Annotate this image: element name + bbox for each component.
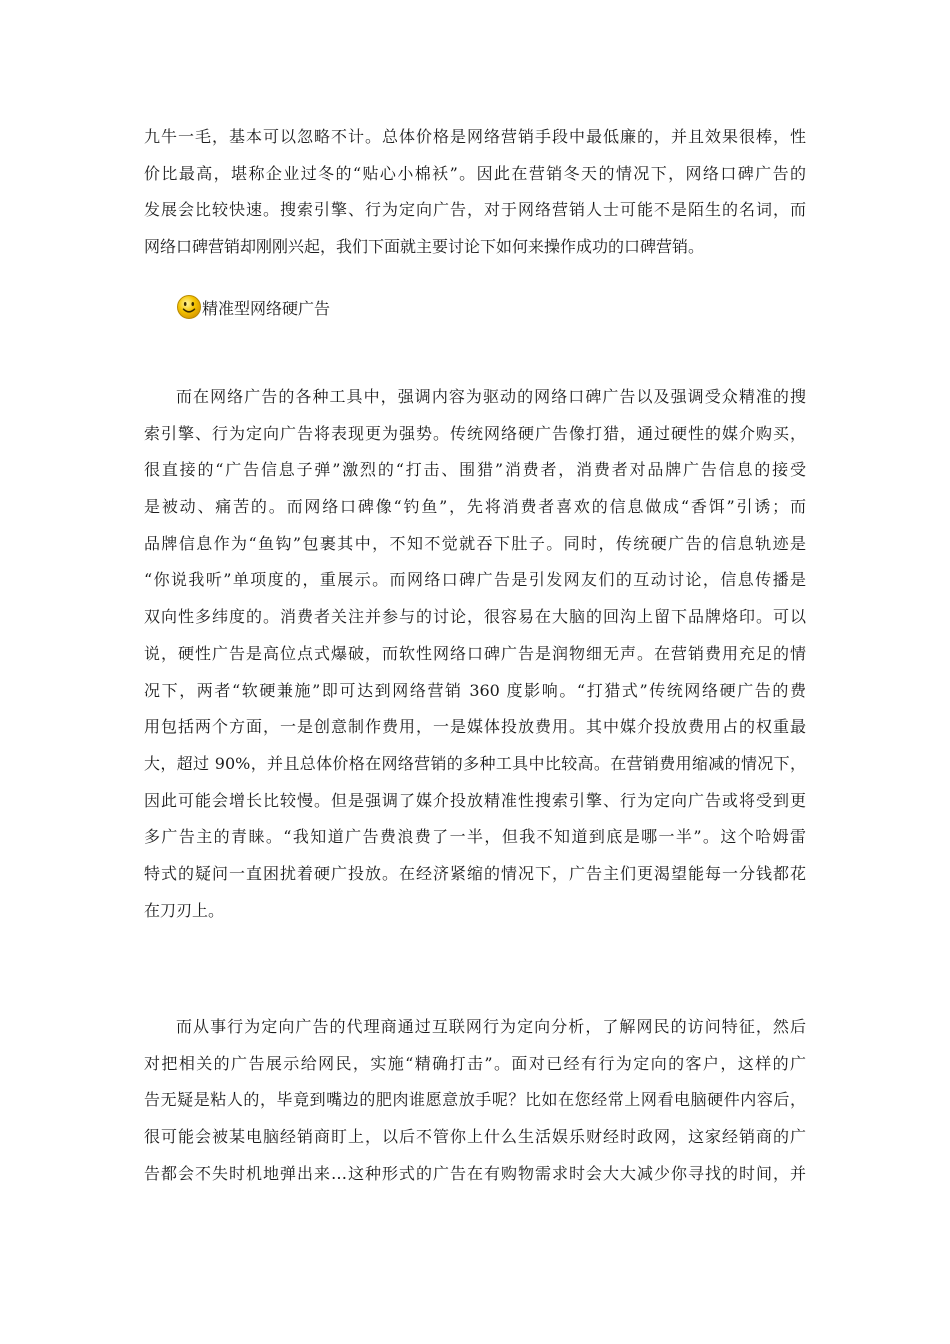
paragraph-line: 告都会不失时机地弹出来…这种形式的广告在有购物需求时会大大减少你寻找的时间，并 [144, 1163, 806, 1183]
paragraph-line: 多广告主的青睐。“我知道广告费浪费了一半，但我不知道到底是哪一半”。这个哈姆雷 [144, 827, 806, 847]
paragraph-line: 发展会比较快速。搜索引擎、行为定向广告，对于网络营销人士可能不是陌生的名词，而 [144, 200, 806, 220]
paragraph [144, 379, 806, 929]
paragraph-line: 而从事行为定向广告的代理商通过互联网行为定向分析，了解网民的访问特征，然后 [176, 1017, 806, 1036]
paragraph-line: 是被动、痛苦的。而网络口碑像“钓鱼”，先将消费者喜欢的信息做成“香饵”引诱；而 [144, 497, 806, 517]
paragraph-line: 况下，两者“软硬兼施”即可达到网络营销 360 度影响。“打猎式”传统网络硬广告的费 [144, 680, 806, 700]
paragraph-line: 说，硬性广告是高位点式爆破，而软性网络口碑广告是润物细无声。在营销费用充足的情 [144, 643, 806, 663]
paragraph-line: 对把相关的广告展示给网民，实施“精确打击”。面对已经有行为定向的客户，这样的广 [144, 1053, 806, 1073]
paragraph-line: 因此可能会增长比较慢。但是强调了媒介投放精准性搜索引擎、行为定向广告或将受到更 [144, 790, 806, 810]
paragraph-line: 双向性多纬度的。消费者关注并参与的讨论，很容易在大脑的回沟上留下品牌烙印。可以 [144, 607, 806, 627]
paragraph-line: “你说我听”单项度的，重展示。而网络口碑广告是引发网友们的互动讨论，信息传播是 [144, 570, 806, 590]
paragraph-line: 用包括两个方面，一是创意制作费用，一是媒体投放费用。其中媒介投放费用占的权重最 [144, 717, 806, 737]
paragraph-line: 大，超过 90%，并且总体价格在网络营销的多种工具中比较高。在营销费用缩减的情况下， [144, 753, 806, 773]
paragraph-line: 特式的疑问一直困扰着硬广投放。在经济紧缩的情况下，广告主们更渴望能每一分钱都花 [144, 863, 806, 883]
section-heading [176, 292, 330, 322]
section-heading-text: 精准型网络硬广告 [202, 298, 331, 318]
paragraph-line: 很可能会被某电脑经销商盯上，以后不管你上什么生活娱乐财经时政网，这家经销商的广 [144, 1127, 806, 1147]
paragraph-line: 在刀刃上。 [144, 900, 225, 920]
paragraph-line: 价比最高，堪称企业过冬的“贴心小棉袄”。因此在营销冬天的情况下，网络口碑广告的 [144, 163, 806, 183]
paragraph-line: 告无疑是粘人的，毕竟到嘴边的肥肉谁愿意放手呢？比如在您经常上网看电脑硬件内容后， [144, 1090, 806, 1110]
paragraph-line: 很直接的“广告信息子弹”激烈的“打击、围猎”消费者，消费者对品牌广告信息的接受 [144, 460, 806, 480]
paragraph-line: 索引擎、行为定向广告将表现更为强势。传统网络硬广告像打猎，通过硬性的媒介购买， [144, 423, 806, 443]
paragraph [144, 1009, 806, 1192]
paragraph-line: 品牌信息作为“鱼钩”包裹其中，不知不觉就吞下肚子。同时，传统硬广告的信息轨迹是 [144, 533, 806, 553]
paragraph-continued [144, 119, 806, 266]
paragraph-line: 九牛一毛，基本可以忽略不计。总体价格是网络营销手段中最低廉的，并且效果很棒，性 [144, 127, 806, 146]
paragraph-line: 而在网络广告的各种工具中，强调内容为驱动的网络口碑广告以及强调受众精准的搜 [176, 387, 806, 406]
paragraph-line: 网络口碑营销却刚刚兴起，我们下面就主要讨论下如何来操作成功的口碑营销。 [144, 237, 705, 257]
smiley-icon [176, 294, 202, 320]
